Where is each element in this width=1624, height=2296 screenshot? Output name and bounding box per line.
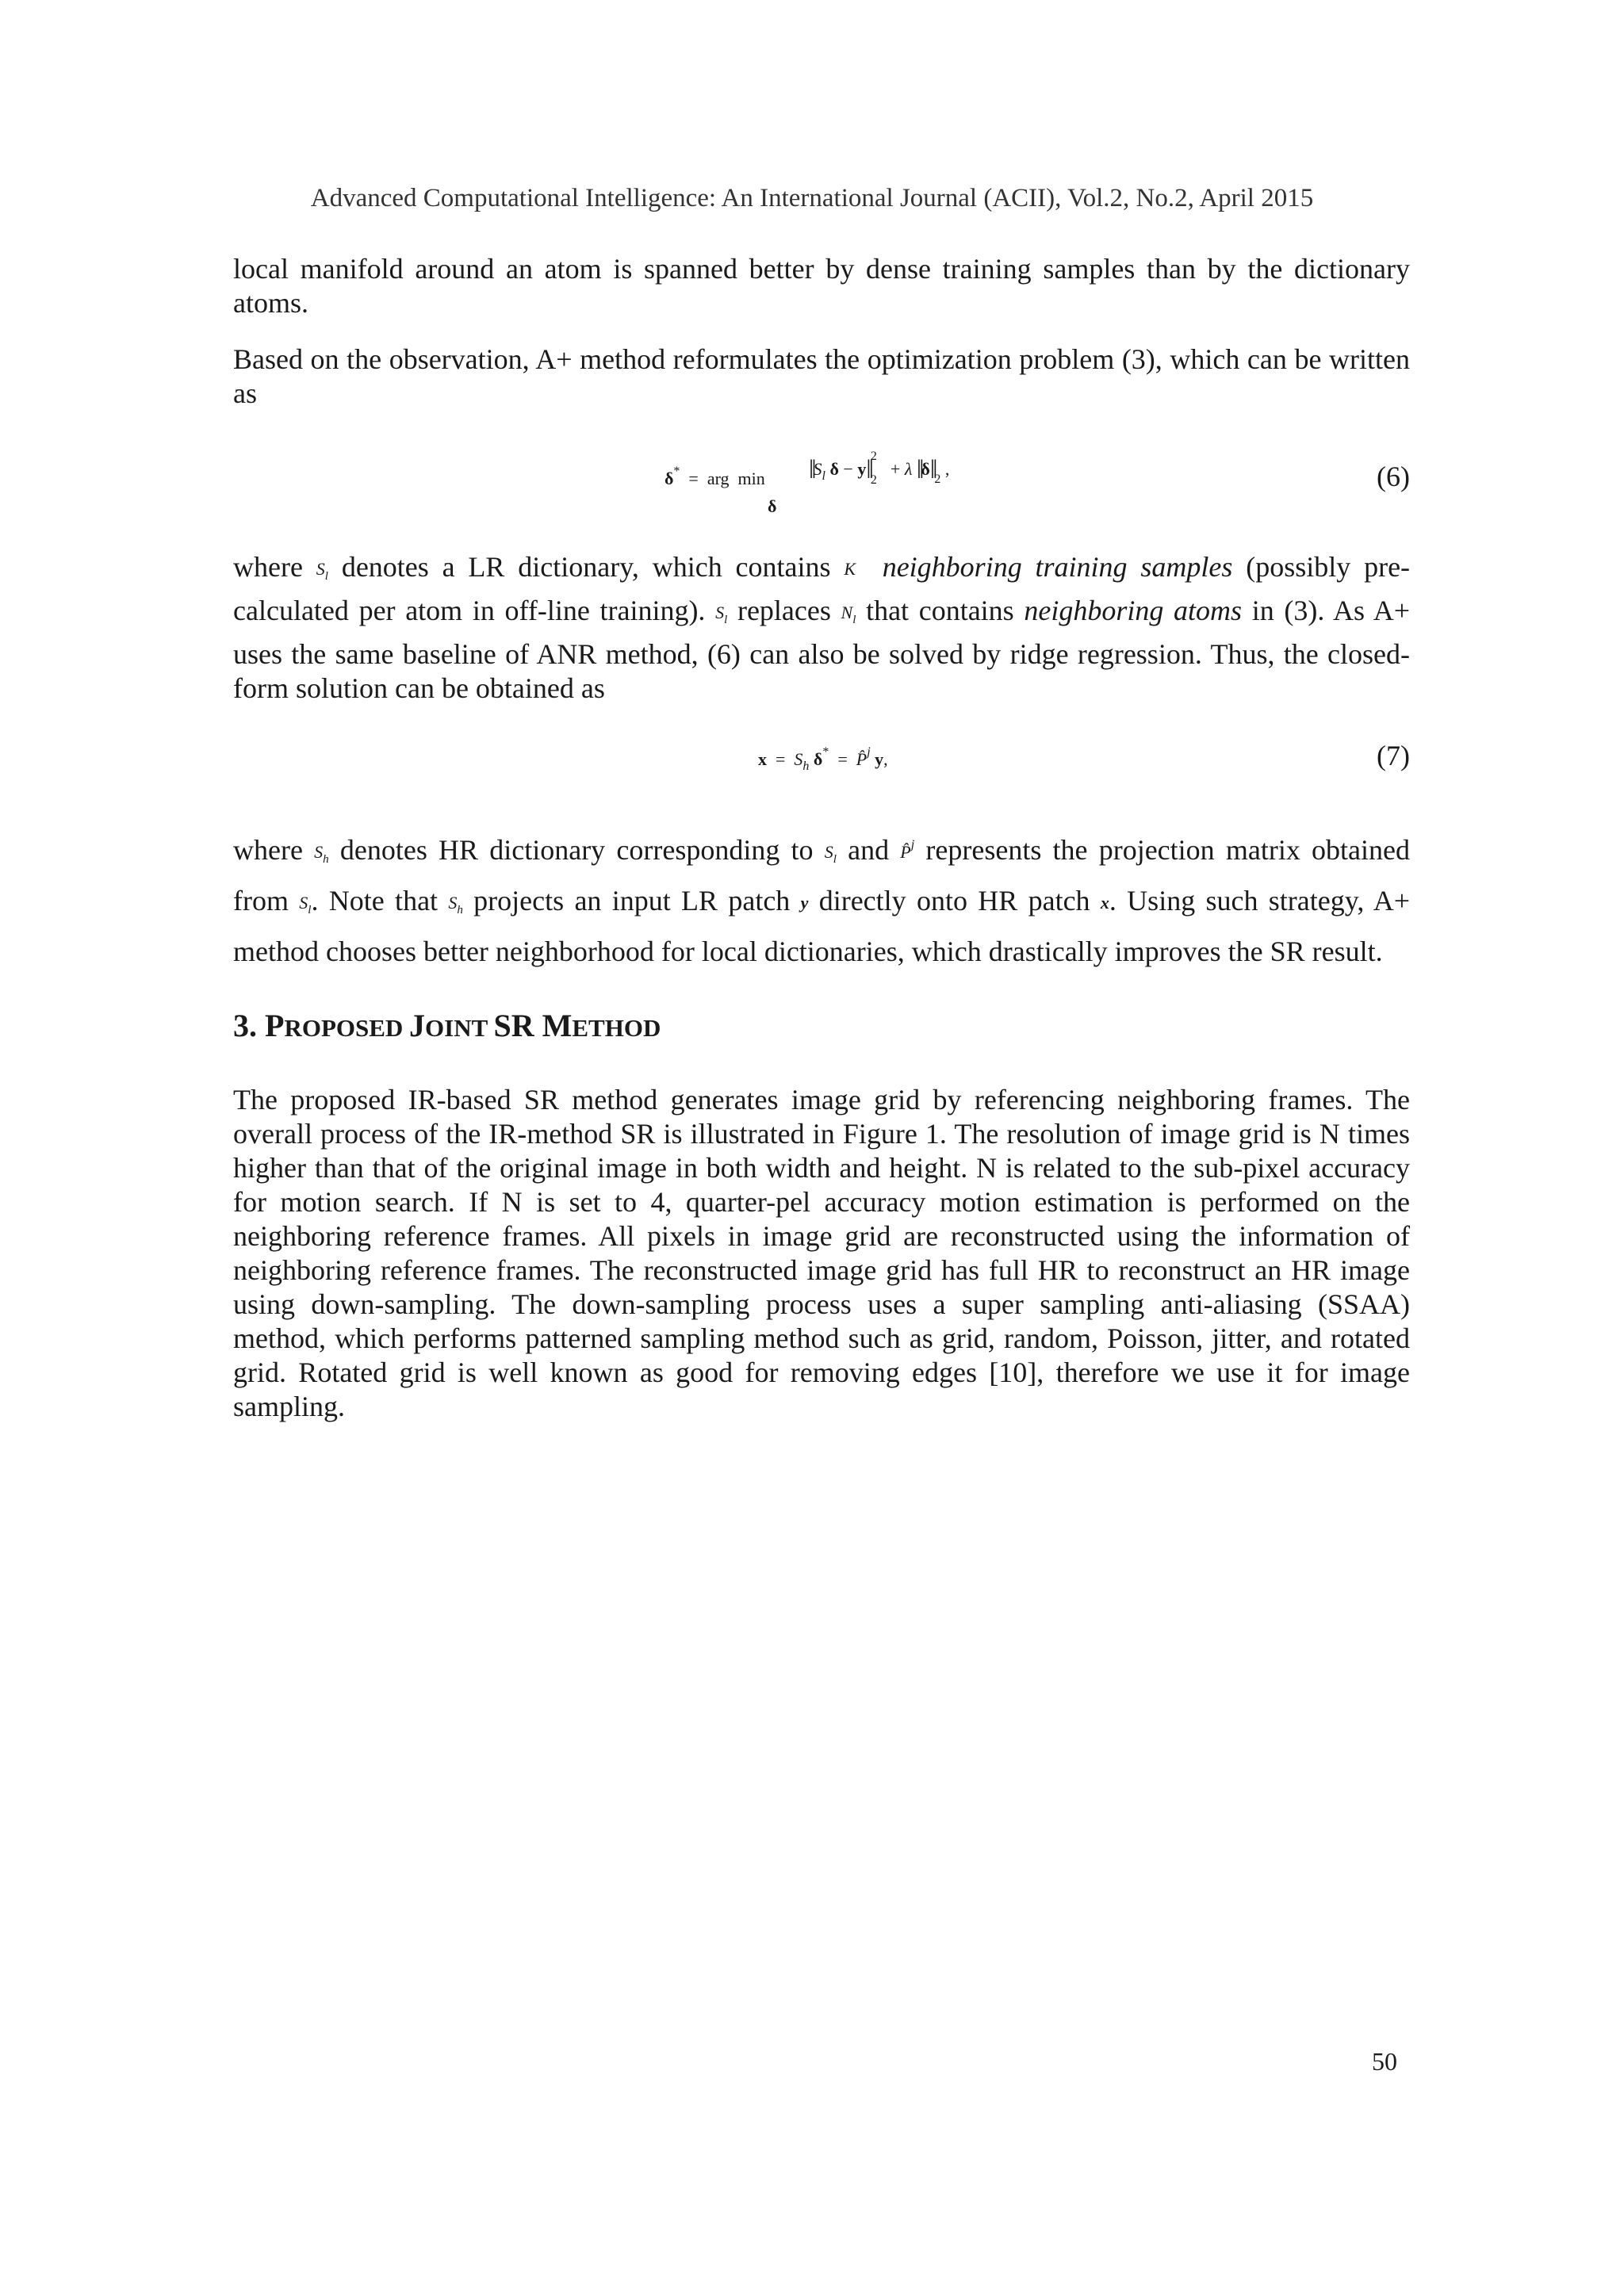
paragraph-5-text: The proposed IR-based SR method generates image grid by referencing neighboring frames. The overall process of the IR-method SR is illustrated in Figure 1. The resolution of image grid is N times higher than that of the original image in both width and height. N is related to the sub-pixel accuracy for motion search. If N is set to 4, quarter-pel accuracy motion estimation is performed on the neighboring reference frames. All pixels in image grid are reconstructed using the information of neighboring reference frames. The reconstructed image grid has full HR to reconstruct an HR image using down-sampling. The down-sampling process uses a super sampling anti-aliasing (SSAA) method, which performs patterned sampling method such as grid, random, Poisson, jitter, and rotated grid. Rotated grid is well known as good for removing edges [10], therefore we use it for image sampling. — [233, 1084, 1410, 1422]
paragraph-3-text: where $S_l$ denotes a LR dictionary, which contains K neighboring training samples (possibly pre-calculated per atom in off-line training). $S_l$ replaces $N_l$ that contains neighboring atoms in (3). As A+ uses the same baseline of ANR method, (6) can also be solved by ridge regression. Thus, the closed-form solution can be obtained as — [233, 551, 1411, 704]
eq7-body: $x = S_h$ δ* = P̂$^j$ y, — [758, 745, 888, 773]
paragraph-2 — [233, 342, 1410, 411]
paragraph-3 — [233, 550, 1410, 706]
eq7-number: (7) — [1377, 740, 1410, 771]
equation-6 — [233, 450, 1410, 519]
paragraph-1 — [233, 252, 1410, 320]
eq6-number: (6) — [1377, 461, 1410, 492]
paragraph-1-text: local manifold around an atom is spanned better by dense training samples than by the dictionary atoms. — [233, 253, 1410, 319]
eq6-lhs: δ* = arg min — [665, 465, 765, 488]
eq6-rhs: $‖S_l$ δ − y‖ 2 2 + λ $‖\delta‖_2$ , — [809, 450, 950, 487]
paragraph-5 — [233, 1083, 1410, 1424]
running-header: Advanced Computational Intelligence: An International Journal (ACII), Vol.2, No.2, April 2015 — [310, 184, 1314, 212]
section-heading: 3. PROPOSED JOINT SR METHOD — [233, 1008, 661, 1043]
eq6-min-subscript: δ — [768, 496, 777, 516]
paragraph-4 — [233, 825, 1410, 972]
page-number: 50 — [1372, 2047, 1397, 2076]
equation-7 — [233, 739, 1410, 779]
paragraph-4-text: where $S_h$ denotes HR dictionary corresponding to $S_l$ and P̂$^j$ represents the projection matrix obtained from $S_l$. Note that $S_h$ projects an input LR patch y directly onto HR patch x. Using such strategy, A+ method chooses better neighborhood for local dictionaries, which drastically improves the SR result. — [233, 834, 1411, 967]
paragraph-2-text: Based on the observation, A+ method reformulates the optimization problem (3), which can be written as — [233, 343, 1410, 409]
